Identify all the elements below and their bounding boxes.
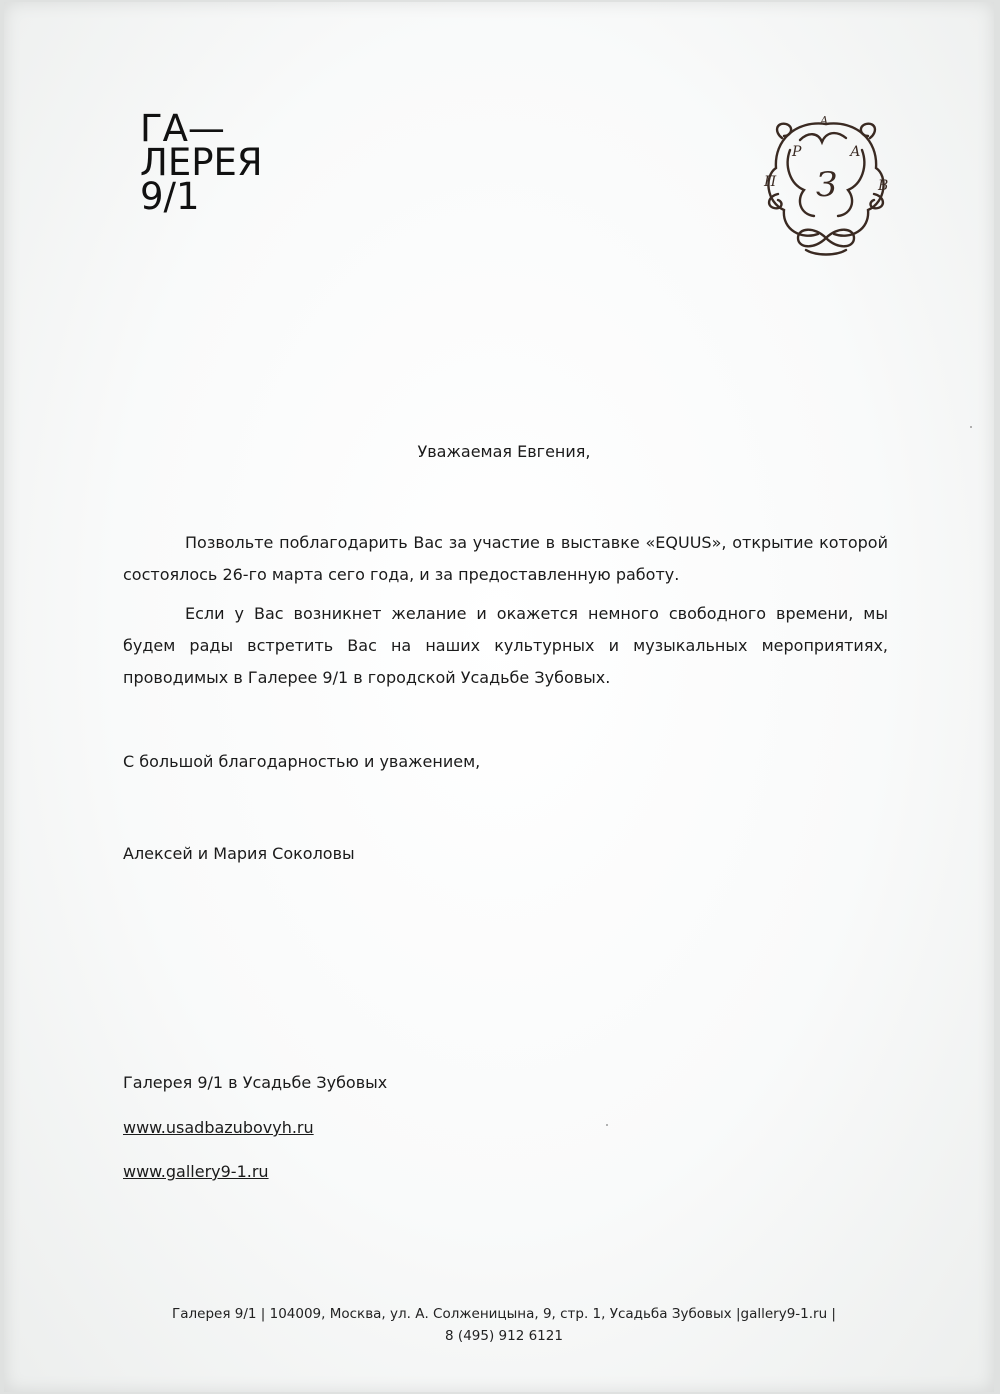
letter-page xyxy=(4,2,994,1392)
body-paragraph-1 xyxy=(123,527,888,591)
monogram-letter-r: Р xyxy=(792,144,802,160)
monogram-letter-a-right: А xyxy=(850,144,861,160)
paper-speck xyxy=(970,426,972,428)
monogram-letter-v: В xyxy=(878,178,889,194)
monogram-emblem-icon xyxy=(756,110,896,260)
monogram-letter-z: З xyxy=(816,165,838,205)
paper-speck xyxy=(606,1124,608,1126)
website-link-usadba[interactable]: www.usadbazubovyh.ru xyxy=(123,1118,314,1137)
gallery-logo xyxy=(140,107,263,218)
monogram-letter-a-top: А xyxy=(820,114,829,127)
closing-line: С большой благодарностью и уважением, xyxy=(123,752,481,771)
monogram-letter-p: П xyxy=(764,174,777,190)
paragraph-1-text: Позвольте поблагодарить Вас за участие в выставке «EQUUS», открытие которой состоялось 26-го марта сего года, и за предоставленную работу. xyxy=(123,533,888,584)
salutation: Уважаемая Евгения, xyxy=(417,442,591,461)
logo-line-3: 9/1 xyxy=(140,175,200,218)
gallery-name: Галерея 9/1 в Усадьбе Зубовых xyxy=(123,1073,388,1092)
body-paragraph-2 xyxy=(123,598,888,694)
footer-phone: 8 (495) 912 6121 xyxy=(445,1328,563,1344)
signature-names: Алексей и Мария Соколовы xyxy=(123,844,355,863)
logo-line-1: ГА— xyxy=(140,107,225,150)
footer-address: Галерея 9/1 | 104009, Москва, ул. А. Солженицына, 9, стр. 1, Усадьба Зубовых |gallery9-1.ru | xyxy=(172,1306,836,1322)
footer xyxy=(4,1303,1000,1347)
website-link-gallery[interactable]: www.gallery9-1.ru xyxy=(123,1162,269,1181)
logo-line-2: ЛЕРЕЯ xyxy=(140,141,263,184)
paragraph-2-text: Если у Вас возникнет желание и окажется немного свободного времени, мы будем рады встретить Вас на наших культурных и музыкальных мероприятиях, проводимых в Галерее 9/1 в городской Усадьбе Зубовых. xyxy=(123,604,888,687)
